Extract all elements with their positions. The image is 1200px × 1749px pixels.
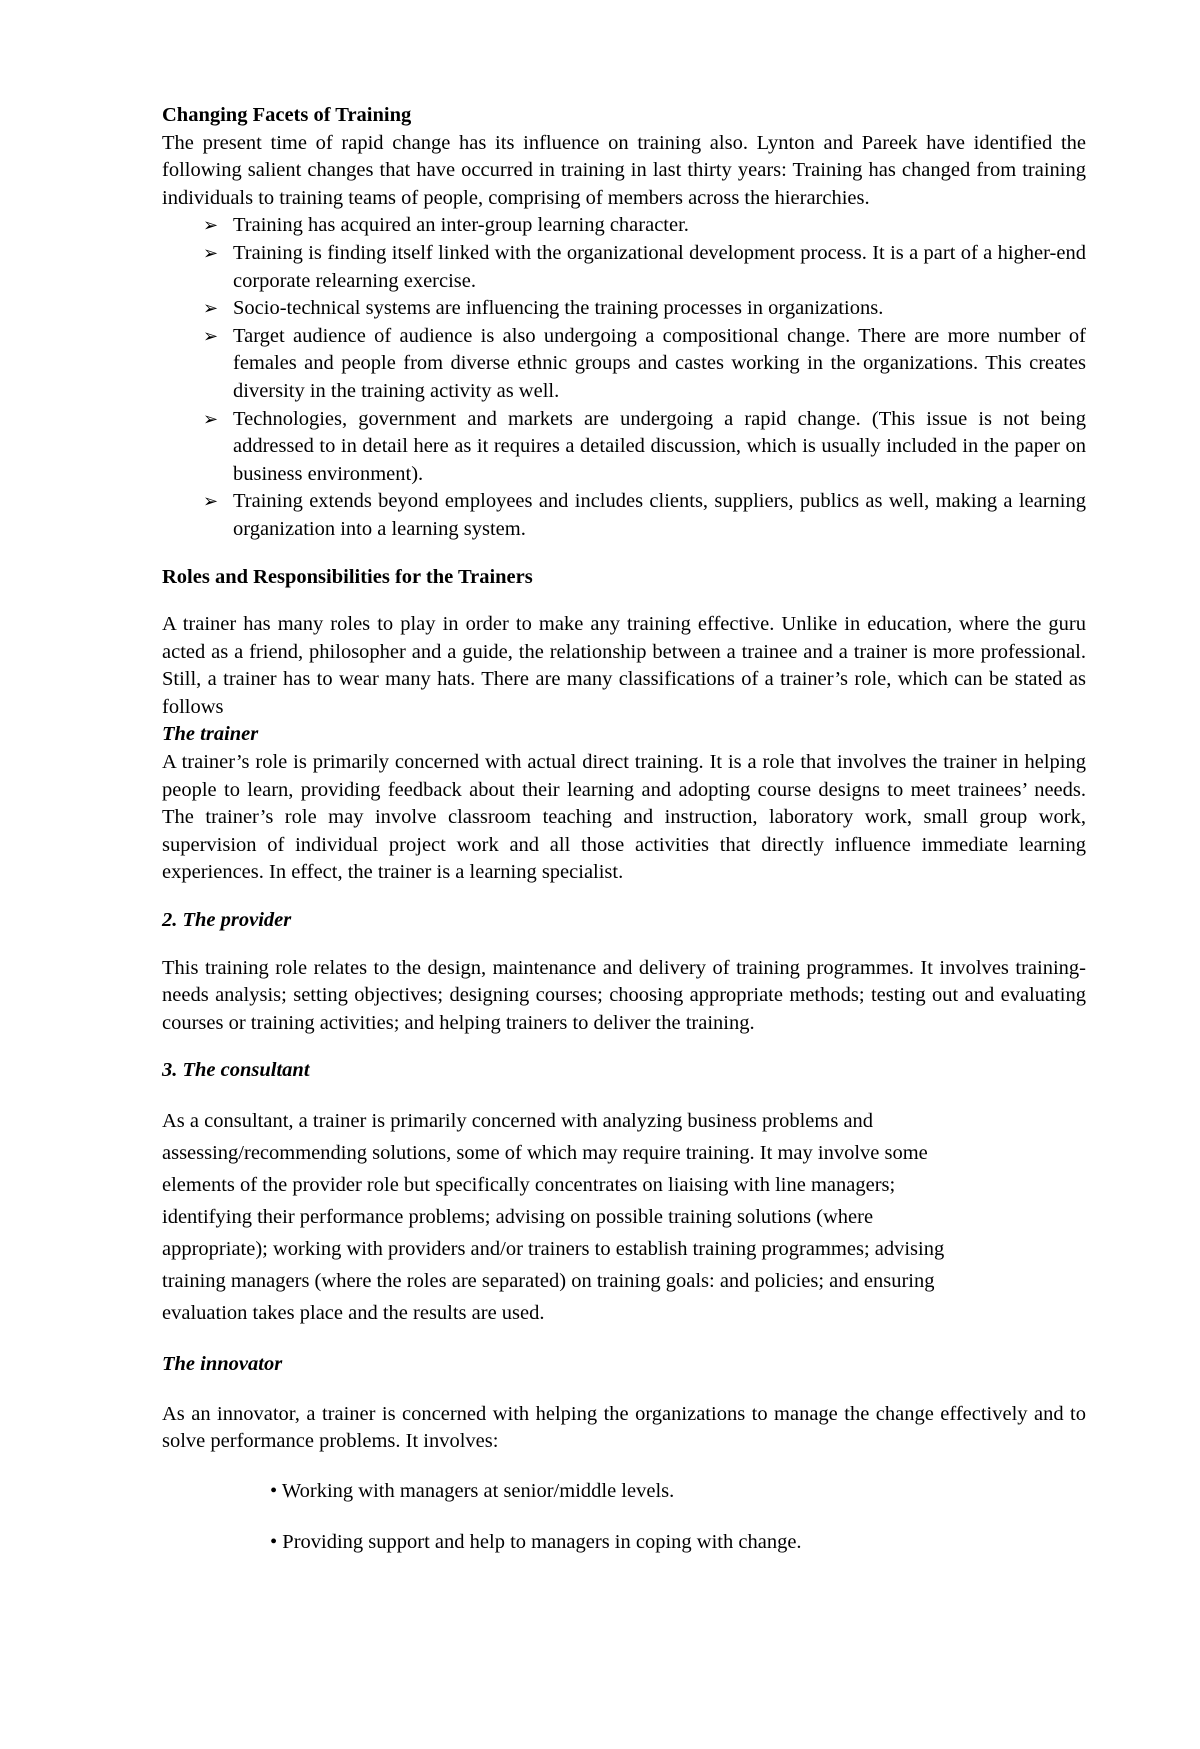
changes-bullet-list xyxy=(162,212,1086,543)
trainer-paragraph: A trainer’s role is primarily concerned with actual direct training. It is a role that involves the trainer in helping people to learn, providing feedback about their learning and adopting course designs to meet trainees’ needs. The trainer’s role may involve classroom teaching and instruction, laboratory work, small group work, supervision of individual project work and all those activities that directly influence immediate learning experiences. In effect, the trainer is a learning specialist. xyxy=(162,751,1086,884)
provider-paragraph: This training role relates to the design, maintenance and delivery of training programmes. It involves training-needs analysis; setting objectives; designing courses; choosing appropriate methods; testing out and evaluating courses or training activities; and helping trainers to deliver the training. xyxy=(162,956,1086,1034)
trainer-subheading: The trainer xyxy=(162,723,259,746)
arrow-bullet-icon: ➢ xyxy=(203,242,219,264)
consultant-line: As a consultant, a trainer is primarily concerned with analyzing business problems and xyxy=(162,1110,874,1132)
innovator-paragraph: As an innovator, a trainer is concerned with helping the organizations to manage the change effectively and to solve performance problems. It involves: xyxy=(162,1402,1086,1453)
consultant-line: identifying their performance problems; advising on possible training solutions (where xyxy=(162,1206,874,1228)
section-heading-changing-facets: Changing Facets of Training xyxy=(162,104,412,126)
section-heading-roles: Roles and Responsibilities for the Trainers xyxy=(162,565,533,588)
list-item: • Providing support and help to managers in coping with change. xyxy=(270,1531,802,1554)
list-item: ➢ Training extends beyond employees and includes clients, suppliers, publics as well, making a learning organization into a learning system. xyxy=(203,490,1086,540)
consultant-line: elements of the provider role but specifically concentrates on liaising with line managers; xyxy=(162,1174,896,1196)
consultant-line: appropriate); working with providers and/or trainers to establish training programmes; advising xyxy=(162,1238,945,1260)
consultant-line: assessing/recommending solutions, some of which may require training. It may involve some xyxy=(162,1142,928,1164)
consultant-paragraph xyxy=(162,1105,1086,1329)
list-item: ➢ Training has acquired an inter-group learning character. xyxy=(203,212,1086,240)
roles-intro-paragraph: A trainer has many roles to play in order to make any training effective. Unlike in education, where the guru acted as a friend, philosopher and a guide, the relationship between a trainee and a trainer is more professional. Still, a trainer has to wear many hats. There are many classifications of a trainer’s role, which can be stated as follows xyxy=(162,613,1086,718)
arrow-bullet-icon: ➢ xyxy=(203,325,219,347)
innovator-subheading: The innovator xyxy=(162,1353,283,1375)
arrow-bullet-icon: ➢ xyxy=(203,408,219,430)
arrow-bullet-icon: ➢ xyxy=(203,491,219,513)
list-item: • Working with managers at senior/middle levels. xyxy=(270,1479,675,1502)
section-intro-paragraph: The present time of rapid change has its influence on training also. Lynton and Pareek have identified the following salient changes that have occurred in training in last thirty years: Training has changed from training individuals to training teams of people, comprising of members across the hierarchies. xyxy=(162,131,1086,209)
arrow-bullet-icon: ➢ xyxy=(203,215,219,237)
list-item: ➢ Target audience of audience is also undergoing a compositional change. There are more number of females and people from diverse ethnic groups and castes working in the organizations. This creates diversity in the training activity as well. xyxy=(203,324,1086,402)
consultant-line: evaluation takes place and the results are used. xyxy=(162,1302,545,1324)
list-item: ➢ Technologies, government and markets are undergoing a rapid change. (This issue is not being addressed to in detail here as it requires a detailed discussion, which is usually included in the paper on business environment). xyxy=(203,407,1086,485)
consultant-subheading: 3. The consultant xyxy=(162,1059,310,1082)
list-item: ➢ Training is finding itself linked with the organizational development process. It is a part of a higher-end corporate relearning exercise. xyxy=(203,241,1086,292)
arrow-bullet-icon: ➢ xyxy=(203,298,219,320)
list-item: ➢ Socio-technical systems are influencing the training processes in organizations. xyxy=(203,295,1086,323)
provider-subheading: 2. The provider xyxy=(162,909,292,932)
document-page xyxy=(162,102,1086,1557)
consultant-line: training managers (where the roles are separated) on training goals: and policies; and ensuring xyxy=(162,1270,935,1292)
innovator-bullet-list xyxy=(162,1478,1086,1557)
